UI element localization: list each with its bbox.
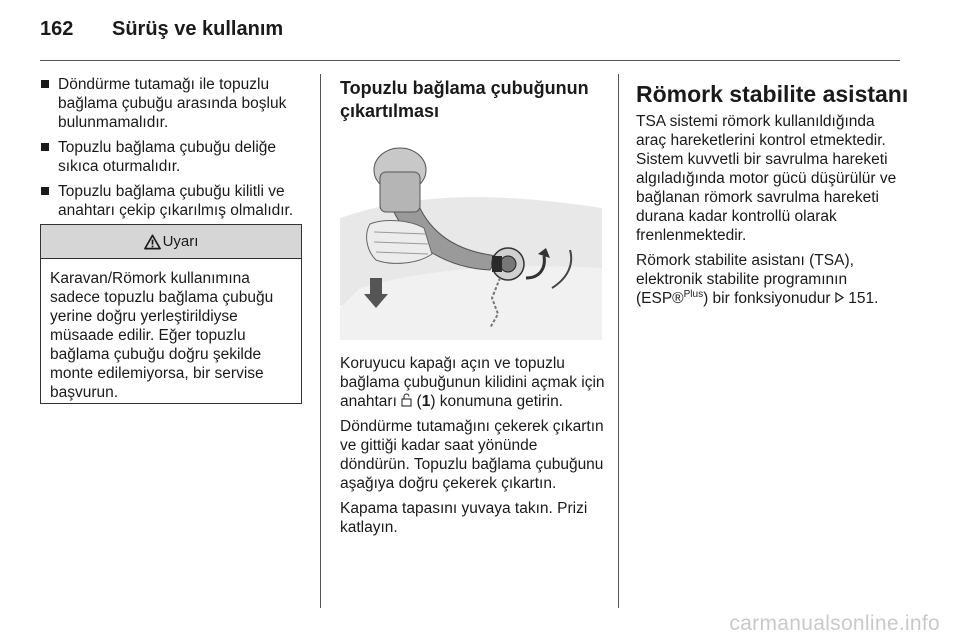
bullet-item	[40, 182, 310, 220]
page-number: 162	[40, 18, 74, 40]
bullet-text: Topuzlu bağlama çubuğu kilitli ve anahtarı çekip çıkarılmış olmalıdır.	[58, 183, 294, 219]
bullet-square-icon	[41, 80, 49, 88]
tsa-para-2-text-end: ) bir fonksiyonudur	[703, 290, 831, 307]
warning-title: Uyarı	[162, 233, 199, 250]
tow-bar-removal-illustration	[340, 128, 602, 340]
step-1-text: Koruyucu kapağı açın ve topuzlu bağlama çubuğunun kilidini açmak için anahtarı	[340, 355, 605, 410]
warning-header	[41, 225, 301, 259]
right-column	[636, 80, 909, 314]
tsa-heading: Römork stabilite asistanı	[636, 81, 909, 107]
bullet-item	[40, 138, 310, 176]
removal-heading: Topuzlu bağlama çubuğunun çıkartılması	[340, 78, 589, 121]
bullet-square-icon	[41, 143, 49, 151]
tsa-para-2-text: Römork stabilite asistanı (TSA), elektronik stabilite programının (ESP®	[636, 252, 854, 307]
bullet-text: Döndürme tutamağı ile topuzlu bağlama çubuğu arasında boşluk bulunmamalıdır.	[58, 76, 287, 131]
warning-box	[40, 224, 302, 404]
key-position-number: 1	[421, 393, 431, 410]
tsa-paragraph-2	[636, 251, 900, 308]
removal-step-1	[340, 354, 606, 411]
middle-column-text	[340, 354, 606, 543]
bullet-text: Topuzlu bağlama çubuğu deliğe sıkıca oturmalıdır.	[58, 139, 277, 175]
plus-superscript: Plus	[683, 289, 704, 300]
warning-body: Karavan/Römork kullanımına sadece topuzlu bağlama çubuğu yerine doğru yerleştirildiyse müsaade edilir. Eğer topuzlu bağlama çubuğu doğru şekilde monte edilemiyorsa, bir servise başvurun.	[50, 270, 274, 401]
reference-arrow-icon[interactable]	[835, 291, 844, 306]
section-title: Sürüş ve kullanım	[112, 18, 284, 40]
middle-column	[340, 77, 608, 123]
bullet-square-icon	[41, 187, 49, 195]
left-column	[40, 75, 310, 226]
triangle-arrow-icon	[835, 292, 844, 303]
unlock-symbol-icon	[401, 393, 412, 407]
warning-triangle-icon	[144, 234, 161, 250]
step-1-paren: (	[416, 393, 422, 410]
right-column-text	[636, 112, 900, 308]
tsa-paragraph-1: TSA sistemi römork kullanıldığında araç hareketlerini kontrol etmektedir. Sistem kuvvetli bir savrulma hareketi algıladığında motor gücü düşürülür ve bağlanan römork savrulma hareketi durana kadar kontrollü olarak frenlenmektedir.	[636, 113, 897, 244]
column-divider-left	[320, 74, 321, 608]
page-reference[interactable]: 151.	[848, 290, 879, 307]
step-1-text-end: ) konumuna getirin.	[430, 393, 563, 410]
column-divider-right	[618, 74, 619, 608]
watermark: carmanualsonline.info	[729, 612, 940, 635]
removal-step-2: Döndürme tutamağını çekerek çıkartın ve gittiği kadar saat yönünde döndürün. Topuzlu bağlama çubuğunu aşağıya doğru çekerek çıkartın.	[340, 418, 604, 492]
bullet-item	[40, 75, 310, 132]
header-rule	[40, 60, 900, 61]
removal-step-3: Kapama tapasını yuvaya takın. Prizi katlayın.	[340, 500, 588, 536]
